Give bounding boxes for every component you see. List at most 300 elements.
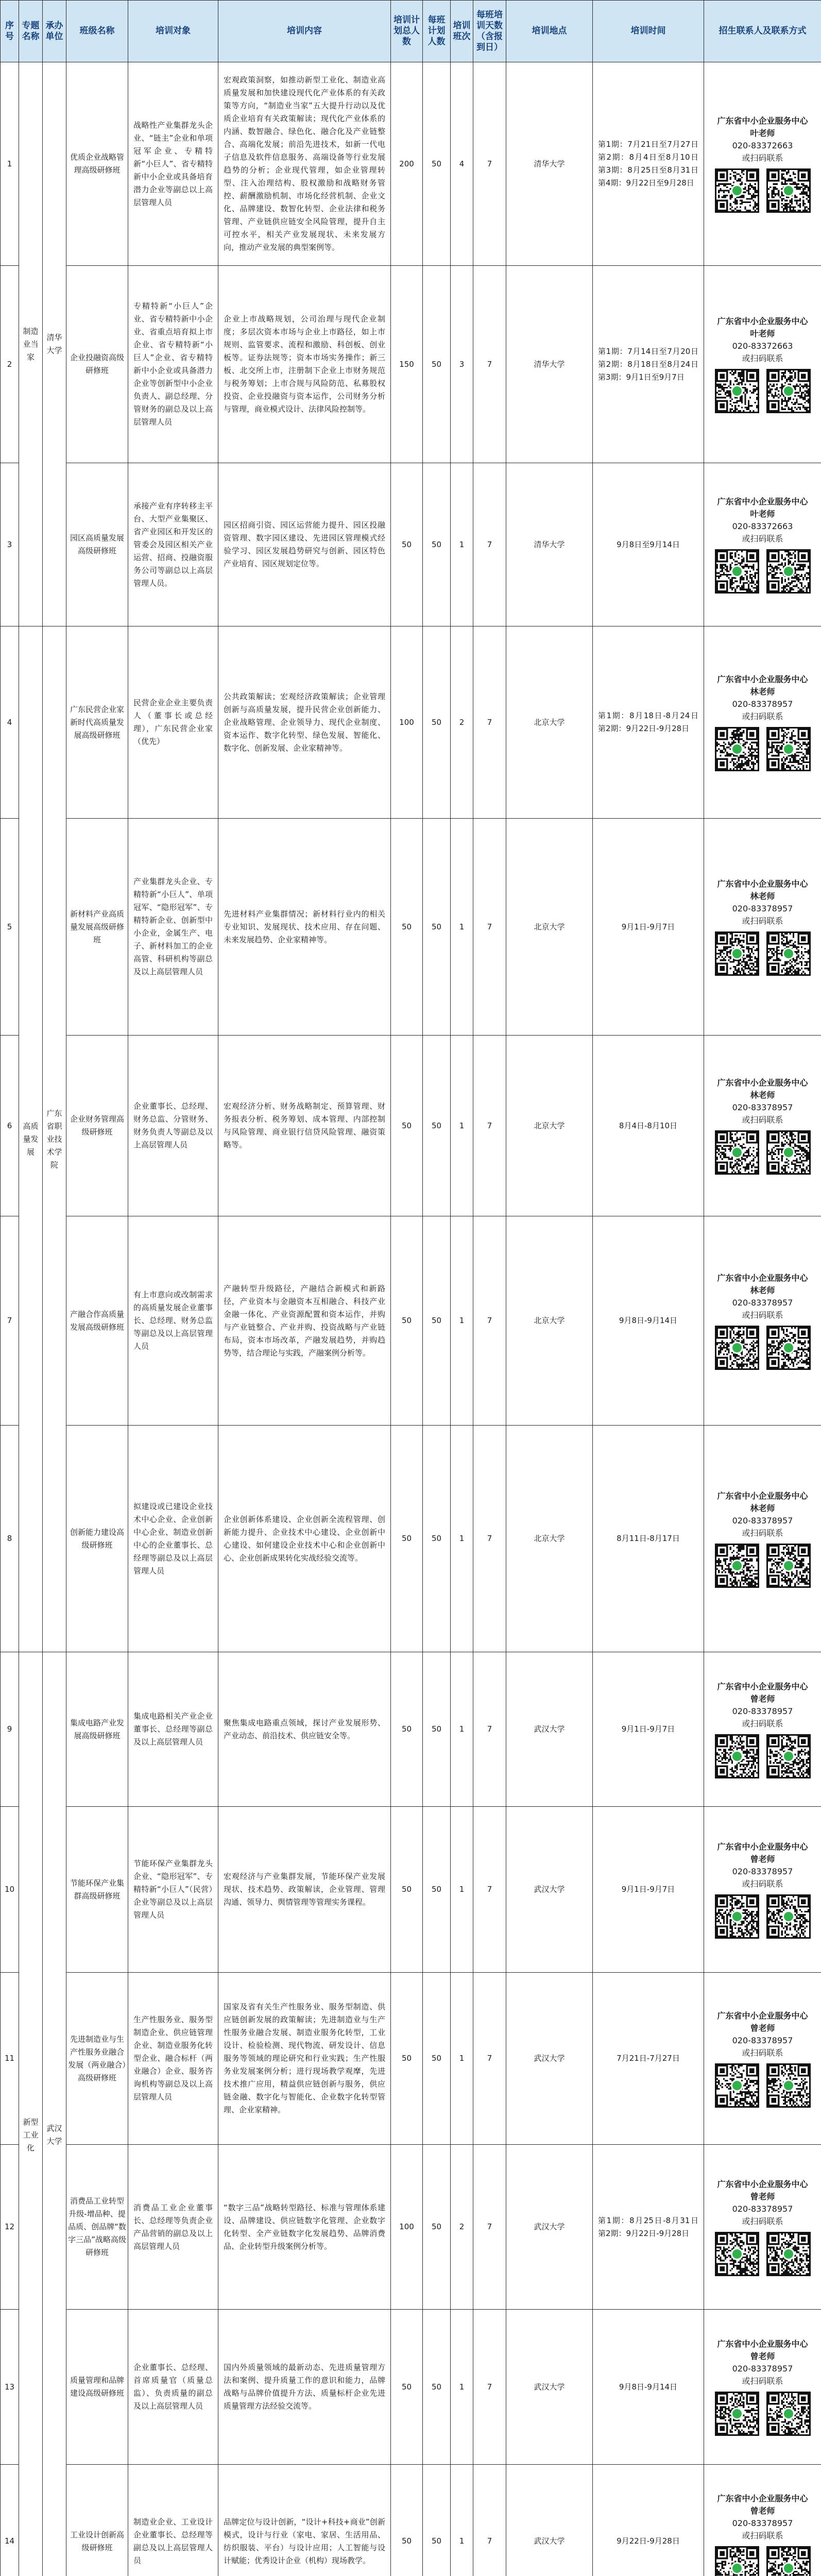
contact-note: 或扫码联系 [742,711,783,721]
contact-phone: 020-83378957 [732,2204,793,2214]
qr-code-icon[interactable] [766,2063,811,2108]
training-target: 消费品工业企业董事长、总经理等负责企业产品营销的副总及以上高层管理人员 [128,2145,218,2310]
training-content: 国家及省有关生产性服务业、服务型制造、供应链创新发展的政策解读；先进制造业与生产性服务业融合发展、制造业服务化转型，工业设计、检验检测、现代物流、研发设计、信息服务等领域的理论研究和行业实践；生产性服务业发展案例分析；进行现场教学观摩，先进技术推广应用，精益供应链创新与服务，供应链金融、数字化与智能化、企业数字化转型管理、企业家精神。 [218,1973,391,2145]
training-content: 宏观政策洞察，如推动新型工业化、制造业高质量发展和加快建设现代化产业体系的有关政策等方向，“制造业当家”五大提升行动以及优质企业培育有关政策解读；现代化产业体系的内涵、数智融合、绿色化、融合化及产业链整合、高端化发展；前沿先进技术，如新一代电子信息及软件信息服务、高端设备等行业发展趋势的分析；企业现代管理，如企业管理转型、注入治理结构、股权激励和战略财务管控、薪酬激励机制、市场化经营机制、企业文化、品牌建设、数智化转型、企业法律和税务管理、产业链供应链安全风险管理，提升自主可控水平，相关产业发展现状、未来发展方向，推动产业发展的典型案例等。 [218,62,391,266]
contact-phone: 020-83372663 [732,341,793,351]
contact-person: 曾老师 [750,2191,775,2201]
day-count: 7 [473,62,506,266]
row-seq: 13 [1,2310,19,2465]
table-row [1,1807,821,1973]
course-name: 节能环保产业集群高级研修班 [66,1807,128,1973]
per-class-count: 50 [423,626,451,819]
training-target: 产业集群龙头企业、专精特新“小巨人”、单项冠军、“隐形冠军”、专精特新企业、创新型中小企业，金属生产、电子、新材料加工的企业高管、科研机构等副总及以上高层管理人员 [128,819,218,1036]
contact-cell [704,1973,821,2145]
contact-person: 叶老师 [750,128,775,138]
contact-note: 或扫码联系 [742,2047,783,2058]
table-row [1,626,821,819]
course-name: 质量管理和品牌建设高级研修班 [66,2310,128,2465]
total-count: 50 [391,1216,423,1426]
day-count: 7 [473,463,506,626]
training-content: 先进材料产业集群情况；新材料行业内的相关专业知识、发展现状、技术应用、存在问题、未来发展趋势、企业家精神等。 [218,819,391,1036]
wechat-logo-icon [782,743,795,755]
qr-code-icon[interactable] [766,1734,811,1778]
contact-cell [704,1426,821,1652]
org-cell: 清华大学 [43,62,66,626]
total-count: 100 [391,626,423,819]
training-target: 有上市意向或改制需求的高质量发展企业董事长、总经理、财务总监等副总及以上高层管理人员 [128,1216,218,1426]
wechat-logo-icon [782,385,795,397]
qr-code-icon[interactable] [715,1734,759,1778]
contact-phone: 020-83378957 [732,1103,793,1112]
table-row [1,266,821,463]
training-target: 集成电路相关产业企业董事长、总经理等副总及以上高层管理人员 [128,1652,218,1807]
contact-org: 广东省中小企业服务中心 [717,1841,808,1852]
class-count: 1 [451,1807,473,1973]
row-seq: 9 [1,1652,19,1807]
qr-code-icon[interactable] [766,168,811,213]
contact-phone: 020-83378957 [732,1515,793,1526]
training-time: 9月8日至9月14日 [593,463,704,626]
per-class-count: 50 [423,2145,451,2310]
contact-phone: 020-83378957 [732,1706,793,1716]
training-time: 第1期：8月25日-8月31日 第2期：9月22日-9月28日 [593,2145,704,2310]
org-cell: 广东省职业技术学院 [43,626,66,1652]
wechat-logo-icon [782,1146,795,1159]
training-target: 制造业企业、工业设计企业董事长、总经理等副总及以上高层管理人员 [128,2465,218,2576]
class-count: 1 [451,1426,473,1652]
training-target: 承接产业有序转移主平台、大型产业集聚区、省产业园区和开发区的管委会及园区相关产业运营、招商、投融资服务公司等副总以上高层管理人员。 [128,463,218,626]
table-row [1,1216,821,1426]
class-count: 1 [451,2310,473,2465]
total-count: 50 [391,2310,423,2465]
wechat-logo-icon [782,565,795,578]
contact-org: 广东省中小企业服务中心 [717,116,808,126]
contact-person: 林老师 [750,1285,775,1295]
day-count: 7 [473,626,506,819]
contact-note: 或扫码联系 [742,916,783,926]
contact-note: 或扫码联系 [742,1878,783,1889]
training-time: 第1期：7月21日至7月27日 第2期：8月4日至8月10日 第3期：8月25日至8月31日 第4期：9月22日至9月28日 [593,62,704,266]
wechat-logo-icon [731,1910,743,1923]
wechat-logo-icon [782,1560,795,1572]
wechat-logo-icon [782,1910,795,1923]
total-count: 150 [391,266,423,463]
class-count: 1 [451,1973,473,2145]
course-name: 广东民营企业家新时代高质量发展高级研修班 [66,626,128,819]
total-count: 50 [391,819,423,1036]
training-location: 北京大学 [506,1036,593,1216]
total-count: 50 [391,1652,423,1807]
per-class-count: 50 [423,266,451,463]
contact-note: 或扫码联系 [742,1528,783,1538]
training-target: 战略性产业集群龙头企业、“链主”企业和单项冠军企业、专精特新“小巨人”、省专精特新中小企业或具备培育潜力企业等副总以上高层管理人员 [128,62,218,266]
contact-phone: 020-83378957 [732,1297,793,1308]
contact-note: 或扫码联系 [742,1718,783,1728]
day-count: 7 [473,1036,506,1216]
training-time: 9月8日-9月14日 [593,2310,704,2465]
training-location: 清华大学 [506,266,593,463]
training-location: 北京大学 [506,819,593,1036]
class-count: 1 [451,463,473,626]
day-count: 7 [473,1807,506,1973]
qr-code-icon[interactable] [766,549,811,594]
day-count: 7 [473,2145,506,2310]
per-class-count: 50 [423,1426,451,1652]
training-time: 9月8日-9月14日 [593,1216,704,1426]
contact-cell [704,1216,821,1426]
total-count: 50 [391,463,423,626]
qr-code-icon[interactable] [715,1544,759,1588]
contact-org: 广东省中小企业服务中心 [717,879,808,889]
wechat-logo-icon [782,2248,795,2260]
header-time: 培训时间 [593,1,704,62]
qr-code-icon[interactable] [766,727,811,771]
topic-cell: 制造业当家 [19,62,43,626]
per-class-count: 50 [423,1036,451,1216]
contact-person: 曾老师 [750,2023,775,2033]
qr-code-icon[interactable] [766,2392,811,2436]
qr-code-icon[interactable] [715,369,759,413]
header-org: 承办单位 [43,1,66,62]
training-time: 7月21日-7月27日 [593,1973,704,2145]
course-name: 消费品工业转型升级-增品种、提品质、创品牌“数字三品”战略高级研修班 [66,2145,128,2310]
contact-cell [704,463,821,626]
training-target: 企业董事长、总经理、首席质量官（质量总监）、负责质量的副总及以上高层管理人员 [128,2310,218,2465]
header-contact: 招生联系人及联系方式 [704,1,821,62]
wechat-logo-icon [782,947,795,960]
wechat-logo-icon [731,2248,743,2260]
contact-phone: 020-83378957 [732,2364,793,2374]
contact-org: 广东省中小企业服务中心 [717,2339,808,2349]
qr-code-icon[interactable] [715,2546,759,2576]
header-seq: 序号 [1,1,19,62]
training-time: 9月22日-9月28日 [593,2465,704,2576]
contact-cell [704,1807,821,1973]
class-count: 4 [451,62,473,266]
day-count: 7 [473,1973,506,2145]
class-count: 1 [451,2465,473,2576]
training-content: 宏观经济分析、财务战略制定、预算管理、财务报表分析、税务筹划、成本管理、内部控制与风险管理、商业银行信贷风险管理、融资策略等。 [218,1036,391,1216]
wechat-logo-icon [731,184,743,197]
wechat-logo-icon [731,2408,743,2420]
contact-org: 广东省中小企业服务中心 [717,497,808,506]
contact-org: 广东省中小企业服务中心 [717,1273,808,1283]
training-time: 9月1日-9月7日 [593,1652,704,1807]
training-location: 武汉大学 [506,1807,593,1973]
contact-phone: 020-83378957 [732,699,793,709]
contact-note: 或扫码联系 [742,1310,783,1320]
row-seq: 1 [1,62,19,266]
header-topic: 专题名称 [19,1,43,62]
wechat-logo-icon [731,565,743,578]
training-target: 生产性服务业、服务型制造企业、供应链管理企业、制造业服务化转型企业、融合标杆（两业融合）企业、服务咨询机构等副总及以上高层管理人员 [128,1973,218,2145]
qr-code-icon[interactable] [766,369,811,413]
contact-cell [704,1036,821,1216]
header-per-class: 每班计划人数 [423,1,451,62]
total-count: 50 [391,1426,423,1652]
class-count: 3 [451,266,473,463]
training-location: 武汉大学 [506,2145,593,2310]
training-location: 清华大学 [506,62,593,266]
class-count: 2 [451,626,473,819]
total-count: 100 [391,2145,423,2310]
qr-code-icon[interactable] [715,2232,759,2276]
contact-cell [704,2310,821,2465]
contact-note: 或扫码联系 [742,153,783,163]
row-seq: 10 [1,1807,19,1973]
day-count: 7 [473,2465,506,2576]
course-name: 集成电路产业发展高级研修班 [66,1652,128,1807]
contact-phone: 020-83372663 [732,141,793,150]
course-name: 创新能力建设高级研修班 [66,1426,128,1652]
qr-code-icon[interactable] [715,931,759,976]
training-time: 9月1日-9月7日 [593,1807,704,1973]
per-class-count: 50 [423,1807,451,1973]
training-target: 企业董事长、总经理、财务总监、分管财务、财务负责人等副总及以上高层管理人员 [128,1036,218,1216]
course-name: 园区高质量发展高级研修班 [66,463,128,626]
training-location: 武汉大学 [506,1973,593,2145]
qr-code-icon[interactable] [766,931,811,976]
qr-code-icon[interactable] [715,1130,759,1175]
contact-person: 曾老师 [750,1693,775,1704]
contact-person: 林老师 [750,891,775,901]
training-time: 第1期：8月18日-8月24日 第2期：9月22日-9月28日 [593,626,704,819]
row-seq: 4 [1,626,19,819]
training-content: 产融转型升级路径，产融结合新模式和新路径，产业资本与金融资本互相融合、科技产业金融一体化、产业资源配置和资本运作，并购与产业链整合、产业并购、投资战略与产业链布局，资本市场改革，产融发展趋势，并购趋势等，结合理论与实践，产融案例分析等。 [218,1216,391,1426]
contact-org: 广东省中小企业服务中心 [717,1490,808,1501]
contact-cell [704,266,821,463]
contact-note: 或扫码联系 [742,534,783,544]
qr-code-icon[interactable] [766,1894,811,1939]
training-time: 第1期：7月14日至7月20日 第2期：8月18日至8月24日 第3期：9月1日至9月7日 [593,266,704,463]
course-name: 产融合作高质量发展高级研修班 [66,1216,128,1426]
contact-person: 林老师 [750,687,775,697]
wechat-logo-icon [731,1342,743,1354]
table-row [1,1426,821,1652]
contact-org: 广东省中小企业服务中心 [717,316,808,326]
wechat-logo-icon [731,1750,743,1762]
per-class-count: 50 [423,1216,451,1426]
contact-cell [704,1652,821,1807]
contact-org: 广东省中小企业服务中心 [717,2493,808,2503]
wechat-logo-icon [731,1560,743,1572]
wechat-logo-icon [731,947,743,960]
day-count: 7 [473,1216,506,1426]
contact-phone: 020-83378957 [732,2035,793,2045]
wechat-logo-icon [782,1750,795,1762]
contact-person: 林老师 [750,1503,775,1513]
row-seq: 14 [1,2465,19,2576]
row-seq: 6 [1,1036,19,1216]
qr-code-icon[interactable] [715,727,759,771]
training-target: 专精特新“小巨人”企业、省专精特新中小企业、省重点培育拟上市企业、省专精特新“小巨人”企业、省专精特新中小企业或具备潜力企业等创新型中小企业负责人、副总经理、分管财务的副总及以上高层管理人员 [128,266,218,463]
header-classes: 培训班次 [451,1,473,62]
qr-code-icon[interactable] [766,1130,811,1175]
contact-person: 曾老师 [750,2505,775,2516]
topic-cell: 新型工业化 [19,1652,43,2576]
table-row [1,819,821,1036]
wechat-logo-icon [782,184,795,197]
contact-org: 广东省中小企业服务中心 [717,2179,808,2189]
wechat-logo-icon [731,385,743,397]
contact-person: 林老师 [750,1090,775,1100]
training-target: 民营企业企业主要负责人（董事长或总经理），广东民营企业家（优先） [128,626,218,819]
contact-note: 或扫码联系 [742,2216,783,2226]
wechat-logo-icon [731,2562,743,2574]
course-name: 先进制造业与生产性服务业融合发展（两业融合）高级研修班 [66,1973,128,2145]
contact-cell [704,819,821,1036]
course-name: 优质企业战略管理高级研修班 [66,62,128,266]
header-total: 培训计划总人数 [391,1,423,62]
training-content: 宏观经济与产业集群发展，节能环保产业发展现状、技术趋势、政策解读，企业管理、管理沟通、领导力、舆情管理等管理实务课程。 [218,1807,391,1973]
wechat-logo-icon [782,2562,795,2574]
qr-code-icon[interactable] [715,1894,759,1939]
training-location: 北京大学 [506,1216,593,1426]
wechat-logo-icon [731,743,743,755]
header-course: 班级名称 [66,1,128,62]
training-target: 拟建设或已建设企业技术中心企业、企业创新中心企业、制造业创新中心的企业董事长、总经理等副总及以上高层管理人员 [128,1426,218,1652]
training-content: 公共政策解读；宏观经济政策解读；企业管理创新与高质量发展，提升民营企业创新能力、企业战略管理、企业领导力、现代企业制度、资本运作、数字化转型、绿色发展、智能化、数字化、创新发展、企业家精神等。 [218,626,391,819]
day-count: 7 [473,1652,506,1807]
contact-person: 叶老师 [750,329,775,338]
total-count: 50 [391,1973,423,2145]
training-location: 武汉大学 [506,1652,593,1807]
header-target: 培训对象 [128,1,218,62]
course-name: 工业设计创新高级研修班 [66,2465,128,2576]
wechat-logo-icon [782,2408,795,2420]
course-name: 企业财务管理高级研修班 [66,1036,128,1216]
header-row [1,1,821,62]
per-class-count: 50 [423,1973,451,2145]
total-count: 200 [391,62,423,266]
row-seq: 8 [1,1426,19,1652]
contact-org: 广东省中小企业服务中心 [717,1681,808,1691]
contact-note: 或扫码联系 [742,1115,783,1125]
day-count: 7 [473,1426,506,1652]
row-seq: 5 [1,819,19,1036]
contact-cell [704,62,821,266]
table-row [1,463,821,626]
class-count: 1 [451,1036,473,1216]
contact-org: 广东省中小企业服务中心 [717,1078,808,1088]
course-name: 新材料产业高质量发展高级研修班 [66,819,128,1036]
qr-code-icon[interactable] [766,2232,811,2276]
day-count: 7 [473,2310,506,2465]
qr-code-icon[interactable] [715,168,759,213]
header-content: 培训内容 [218,1,391,62]
qr-code-icon[interactable] [715,1326,759,1370]
contact-person: 叶老师 [750,509,775,519]
topic-cell: 高质量发展 [19,626,43,1652]
table-row [1,2310,821,2465]
row-seq: 7 [1,1216,19,1426]
table-row [1,1652,821,1807]
training-content: 国内外质量领域的最新动态、先进质量管理方法和案例、提升质量工作的意识和能力，品牌战略与品牌价值提升方法、质量标杆企业先进质量管理方法经验交流等。 [218,2310,391,2465]
per-class-count: 50 [423,463,451,626]
qr-code-icon[interactable] [766,1544,811,1588]
qr-code-icon[interactable] [766,2546,811,2576]
header-days: 每班培训天数（含报到日） [473,1,506,62]
org-cell: 武汉大学 [43,1652,66,2576]
qr-code-icon[interactable] [715,2392,759,2436]
row-seq: 11 [1,1973,19,2145]
contact-phone: 020-83378957 [732,1866,793,1876]
day-count: 7 [473,266,506,463]
training-content: 品牌定位与设计创新，“设计+科技+商业”创新模式，设计与行业（家电、家居、生活用品、纺织服装、平台）与设计应用；人工智能与设计赋能；优秀设计企业（机构）现场教学。 [218,2465,391,2576]
qr-code-icon[interactable] [715,549,759,594]
training-content: 企业上市战略规划，公司治理与现代企业制度；多层次资本市场与企业上市路径，如上市规则、监管要求、流程和激励、科创板、创业板等。证券法规等；资本市场实务操作；新三板、北交所上市，注册制下企业上市财务规范与税务筹划；上市合规与风险防范、私募股权投资、企业投融资与资本运作，公司财务分析与管理，商业模式设计、法律风险控制等。 [218,266,391,463]
contact-phone: 020-83378957 [732,2518,793,2528]
contact-note: 或扫码联系 [742,2530,783,2540]
training-location: 清华大学 [506,463,593,626]
contact-person: 曾老师 [750,2351,775,2361]
per-class-count: 50 [423,2310,451,2465]
row-seq: 2 [1,266,19,463]
contact-note: 或扫码联系 [742,353,783,363]
training-content: 聚焦集成电路重点领域，探讨产业发展形势、产业动态、前沿技术、供应链安全等。 [218,1652,391,1807]
table-row [1,2145,821,2310]
header-location: 培训地点 [506,1,593,62]
training-time: 8月4日-8月10日 [593,1036,704,1216]
contact-phone: 020-83378957 [732,904,793,913]
qr-code-icon[interactable] [715,2063,759,2108]
row-seq: 12 [1,2145,19,2310]
table-row [1,1036,821,1216]
table-row [1,2465,821,2576]
training-content: 企业创新体系建设、企业创新全流程管理、创新能力提升、企业技术中心建设、企业创新中心建设、如何建设企业技术中心和企业创新中心、企业创新成果转化实战经验交流等。 [218,1426,391,1652]
contact-phone: 020-83372663 [732,521,793,531]
training-target: 节能环保产业集群龙头企业、“隐形冠军”、专精特新“小巨人”（民营）企业等副总及以上高层管理人员 [128,1807,218,1973]
table-row [1,62,821,266]
row-seq: 3 [1,463,19,626]
per-class-count: 50 [423,1652,451,1807]
contact-note: 或扫码联系 [742,2376,783,2386]
contact-cell [704,626,821,819]
contact-cell [704,2145,821,2310]
per-class-count: 50 [423,2465,451,2576]
qr-code-icon[interactable] [766,1326,811,1370]
per-class-count: 50 [423,819,451,1036]
training-content: 园区招商引资、园区运营能力提升、园区投融资管理、数字园区建设、先进园区管理模式经验学习、园区发展趋势研究与创新、园区特色产业培育、园区规划定位等。 [218,463,391,626]
wechat-logo-icon [731,2079,743,2092]
contact-cell [704,2465,821,2576]
class-count: 1 [451,1216,473,1426]
class-count: 2 [451,2145,473,2310]
training-content: “数字三品”战略转型路径、标准与管理体系建设、品牌建设、供应链数字化管理、企业数字化转型、全产业链数字化发展趋势、品牌消费品、企业转型升级案例分析等。 [218,2145,391,2310]
total-count: 50 [391,1807,423,1973]
contact-person: 曾老师 [750,1854,775,1864]
training-location: 北京大学 [506,1426,593,1652]
training-location: 武汉大学 [506,2465,593,2576]
wechat-logo-icon [782,1342,795,1354]
class-count: 1 [451,1652,473,1807]
wechat-logo-icon [731,1146,743,1159]
training-location: 北京大学 [506,626,593,819]
total-count: 50 [391,2465,423,2576]
contact-org: 广东省中小企业服务中心 [717,674,808,684]
training-location: 武汉大学 [506,2310,593,2465]
class-count: 1 [451,819,473,1036]
table-row [1,1973,821,2145]
day-count: 7 [473,819,506,1036]
training-time: 8月11日-8月17日 [593,1426,704,1652]
per-class-count: 50 [423,62,451,266]
wechat-logo-icon [782,2079,795,2092]
total-count: 50 [391,1036,423,1216]
contact-org: 广东省中小企业服务中心 [717,2010,808,2021]
course-name: 企业投融资高级研修班 [66,266,128,463]
training-time: 9月1日-9月7日 [593,819,704,1036]
